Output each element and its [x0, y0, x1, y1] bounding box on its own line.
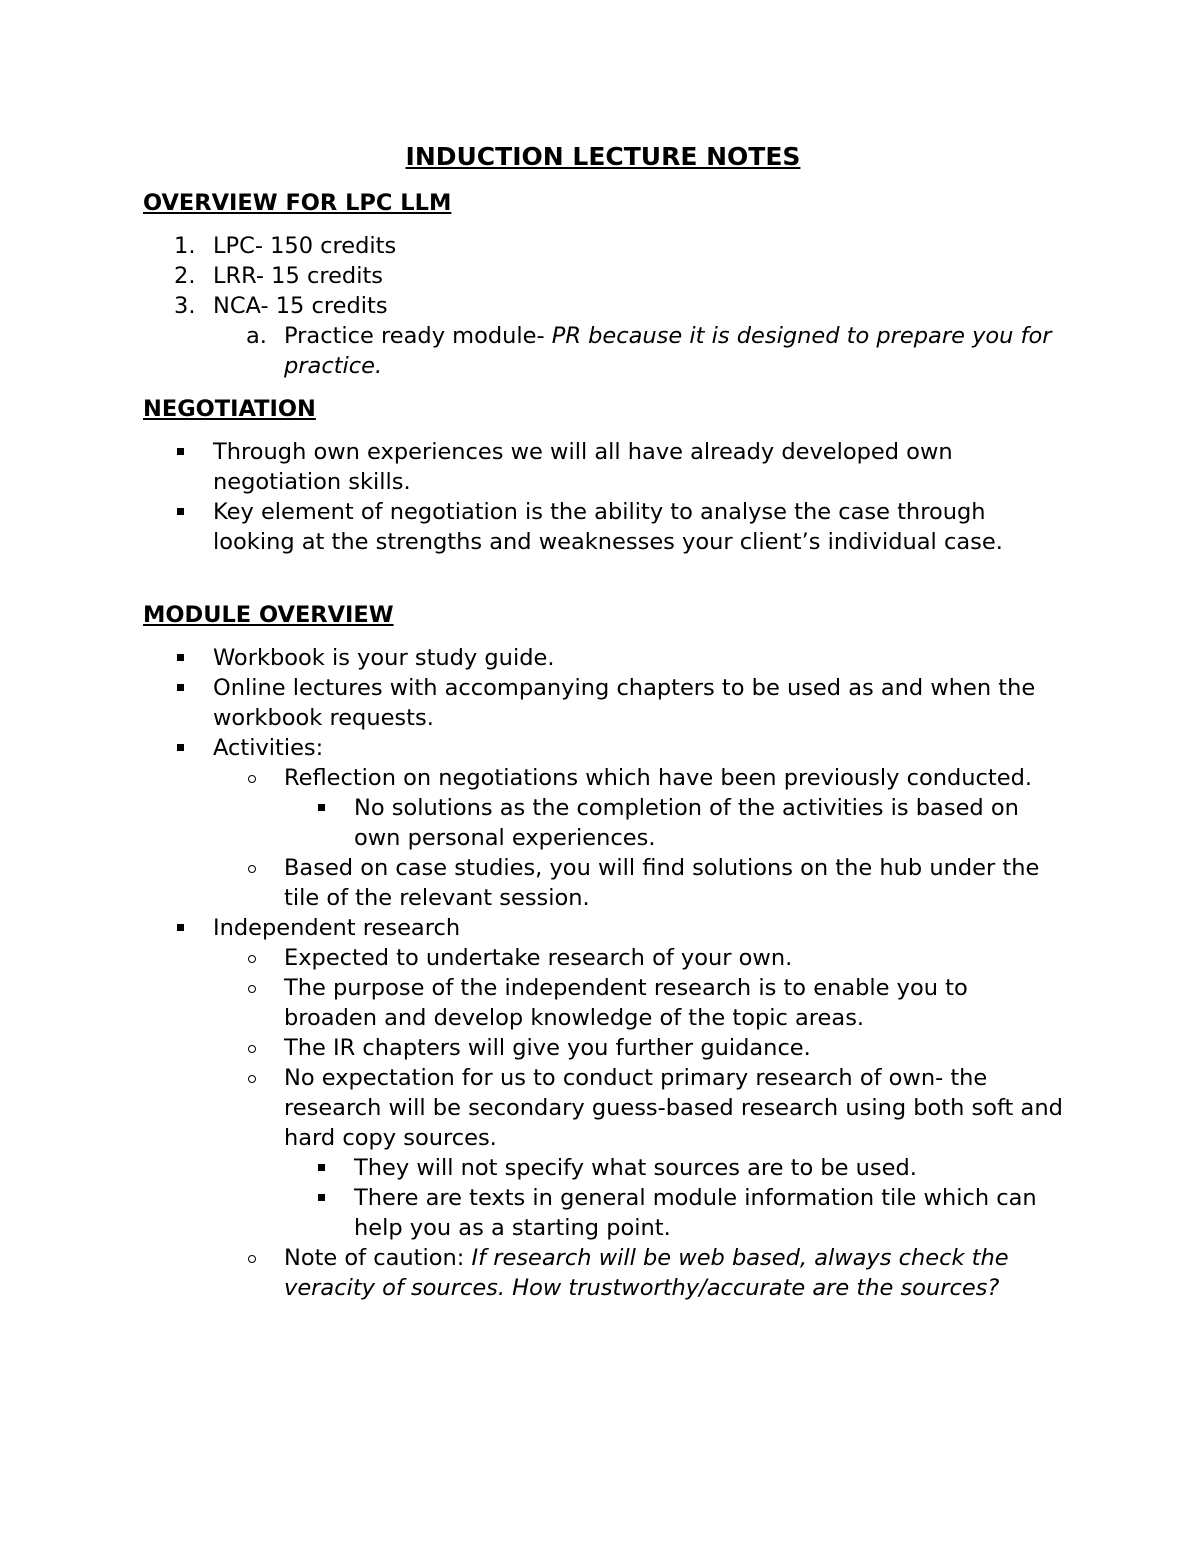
circle-bullet-icon [248, 1255, 256, 1263]
list-item [143, 643, 1063, 673]
list-item [143, 321, 1063, 381]
list-item [143, 1063, 1063, 1153]
list-item [143, 1033, 1063, 1063]
square-bullet-icon [177, 744, 184, 751]
list-item-text: Activities: [213, 735, 324, 761]
list-item-text: No expectation for us to conduct primary research of own- the research will be secondary guess-based research using both soft and hard copy sources. [284, 1065, 1063, 1151]
list-item-text: LPC- 150 credits [213, 233, 397, 259]
list-item [143, 437, 1063, 497]
list-item [143, 231, 1063, 261]
document-page [143, 140, 1063, 1303]
list-item-text: Key element of negotiation is the ability to analyse the case through looking at the strengths and weaknesses your client’s individual case. [213, 499, 1003, 555]
list-item [143, 673, 1063, 733]
list-item-text: LRR- 15 credits [213, 263, 383, 289]
circle-bullet-icon [248, 985, 256, 993]
list-item-text: They will not specify what sources are to be used. [354, 1155, 917, 1181]
list-item [143, 973, 1063, 1033]
square-bullet-icon [318, 1164, 325, 1171]
list-item-text: The IR chapters will give you further guidance. [284, 1035, 811, 1061]
list-item [143, 1183, 1063, 1243]
list-item [143, 943, 1063, 973]
list-item [143, 291, 1063, 321]
list-item-text: Online lectures with accompanying chapters to be used as and when the workbook requests. [213, 675, 1036, 731]
list-number: 3. [174, 293, 196, 319]
module-overview-heading: MODULE OVERVIEW [143, 602, 394, 628]
list-number: 2. [174, 263, 196, 289]
square-bullet-icon [177, 448, 184, 455]
list-item [143, 261, 1063, 291]
module-overview-list [143, 643, 1063, 1303]
list-item-text: Reflection on negotiations which have been previously conducted. [284, 765, 1033, 791]
list-item-text: The purpose of the independent research is to enable you to broaden and develop knowledge of the topic areas. [284, 975, 968, 1031]
square-bullet-icon [177, 684, 184, 691]
square-bullet-icon [177, 924, 184, 931]
square-bullet-icon [177, 508, 184, 515]
circle-bullet-icon [248, 955, 256, 963]
list-item-text: Based on case studies, you will find solutions on the hub under the tile of the relevant session. [284, 855, 1040, 911]
list-item-text: No solutions as the completion of the activities is based on own personal experiences. [354, 795, 1019, 851]
list-item [143, 853, 1063, 913]
list-item [143, 763, 1063, 793]
circle-bullet-icon [248, 865, 256, 873]
circle-bullet-icon [248, 1075, 256, 1083]
list-item [143, 733, 1063, 763]
list-item-text: Through own experiences we will all have already developed own negotiation skills. [213, 439, 953, 495]
list-item-text: Workbook is your study guide. [213, 645, 555, 671]
list-item [143, 913, 1063, 943]
circle-bullet-icon [248, 1045, 256, 1053]
list-item-text: Note of caution: [284, 1245, 472, 1271]
list-letter: a. [246, 323, 267, 349]
list-item [143, 1153, 1063, 1183]
circle-bullet-icon [248, 775, 256, 783]
square-bullet-icon [318, 1194, 325, 1201]
list-item-italic: If research will be web based, always check the veracity of sources. How trustworthy/accurate are the sources? [284, 1245, 1009, 1301]
list-item-text: There are texts in general module information tile which can help you as a starting point. [354, 1185, 1037, 1241]
overview-heading: OVERVIEW FOR LPC LLM [143, 190, 452, 216]
list-item-text: NCA- 15 credits [213, 293, 388, 319]
square-bullet-icon [318, 804, 325, 811]
list-item [143, 497, 1063, 557]
list-item [143, 1243, 1063, 1303]
overview-list [143, 231, 1063, 381]
list-item-italic: PR because it is designed to prepare you for practice. [284, 323, 1052, 379]
document-title: INDUCTION LECTURE NOTES [405, 142, 801, 171]
list-item-text: Expected to undertake research of your own. [284, 945, 793, 971]
square-bullet-icon [177, 654, 184, 661]
list-item-text: Independent research [213, 915, 461, 941]
list-item-text: Practice ready module- [284, 323, 552, 349]
list-number: 1. [174, 233, 196, 259]
list-item [143, 793, 1063, 853]
negotiation-list [143, 437, 1063, 557]
negotiation-heading: NEGOTIATION [143, 396, 316, 422]
